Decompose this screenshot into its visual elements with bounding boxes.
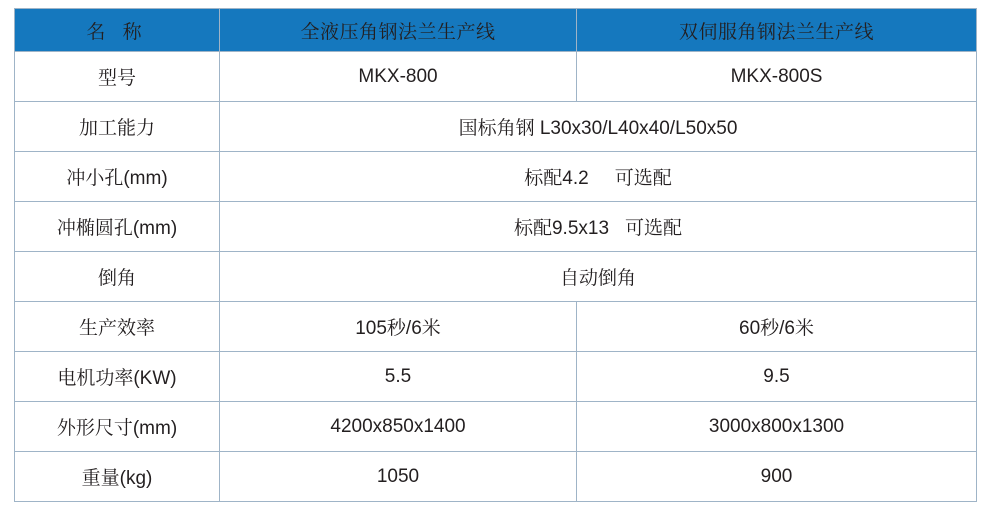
oval-hole-standard: 标配9.5x13 xyxy=(513,218,610,239)
table-row xyxy=(15,402,977,452)
table-row xyxy=(15,52,977,102)
row-value-motor-power-1: 5.5 xyxy=(220,352,577,402)
row-value-efficiency-2: 60秒/6米 xyxy=(577,302,977,352)
row-value-dimensions-1: 4200x850x1400 xyxy=(220,402,577,452)
table-header-row xyxy=(15,9,977,52)
row-value-weight-1: 1050 xyxy=(220,452,577,502)
table-body xyxy=(15,52,977,502)
row-label-oval-hole: 冲椭圆孔(mm) xyxy=(15,202,220,252)
row-label-motor-power: 电机功率(KW) xyxy=(15,352,220,402)
small-hole-optional: 可选配 xyxy=(614,168,672,189)
oval-hole-optional: 可选配 xyxy=(625,218,683,239)
table-row xyxy=(15,352,977,402)
row-value-oval-hole xyxy=(220,202,977,252)
table-row xyxy=(15,102,977,152)
table-row xyxy=(15,202,977,252)
header-cell-name: 名 称 xyxy=(15,9,220,52)
row-label-weight: 重量(kg) xyxy=(15,452,220,502)
specification-table xyxy=(14,8,977,502)
table-header xyxy=(15,9,977,52)
row-value-dimensions-2: 3000x800x1300 xyxy=(577,402,977,452)
row-label-chamfer: 倒角 xyxy=(15,252,220,302)
row-value-efficiency-1: 105秒/6米 xyxy=(220,302,577,352)
row-label-small-hole: 冲小孔(mm) xyxy=(15,152,220,202)
row-value-small-hole xyxy=(220,152,977,202)
table-row xyxy=(15,252,977,302)
row-label-model: 型号 xyxy=(15,52,220,102)
small-hole-standard: 标配4.2 xyxy=(524,168,589,189)
row-value-motor-power-2: 9.5 xyxy=(577,352,977,402)
row-label-dimensions: 外形尺寸(mm) xyxy=(15,402,220,452)
table-row xyxy=(15,452,977,502)
row-value-weight-2: 900 xyxy=(577,452,977,502)
table-row xyxy=(15,152,977,202)
header-cell-product-2: 双伺服角钢法兰生产线 xyxy=(577,9,977,52)
row-value-model-2: MKX-800S xyxy=(577,52,977,102)
row-label-efficiency: 生产效率 xyxy=(15,302,220,352)
row-value-capacity: 国标角钢 L30x30/L40x40/L50x50 xyxy=(220,102,977,152)
header-cell-product-1: 全液压角钢法兰生产线 xyxy=(220,9,577,52)
row-value-model-1: MKX-800 xyxy=(220,52,577,102)
table-row xyxy=(15,302,977,352)
row-value-chamfer: 自动倒角 xyxy=(220,252,977,302)
row-label-capacity: 加工能力 xyxy=(15,102,220,152)
